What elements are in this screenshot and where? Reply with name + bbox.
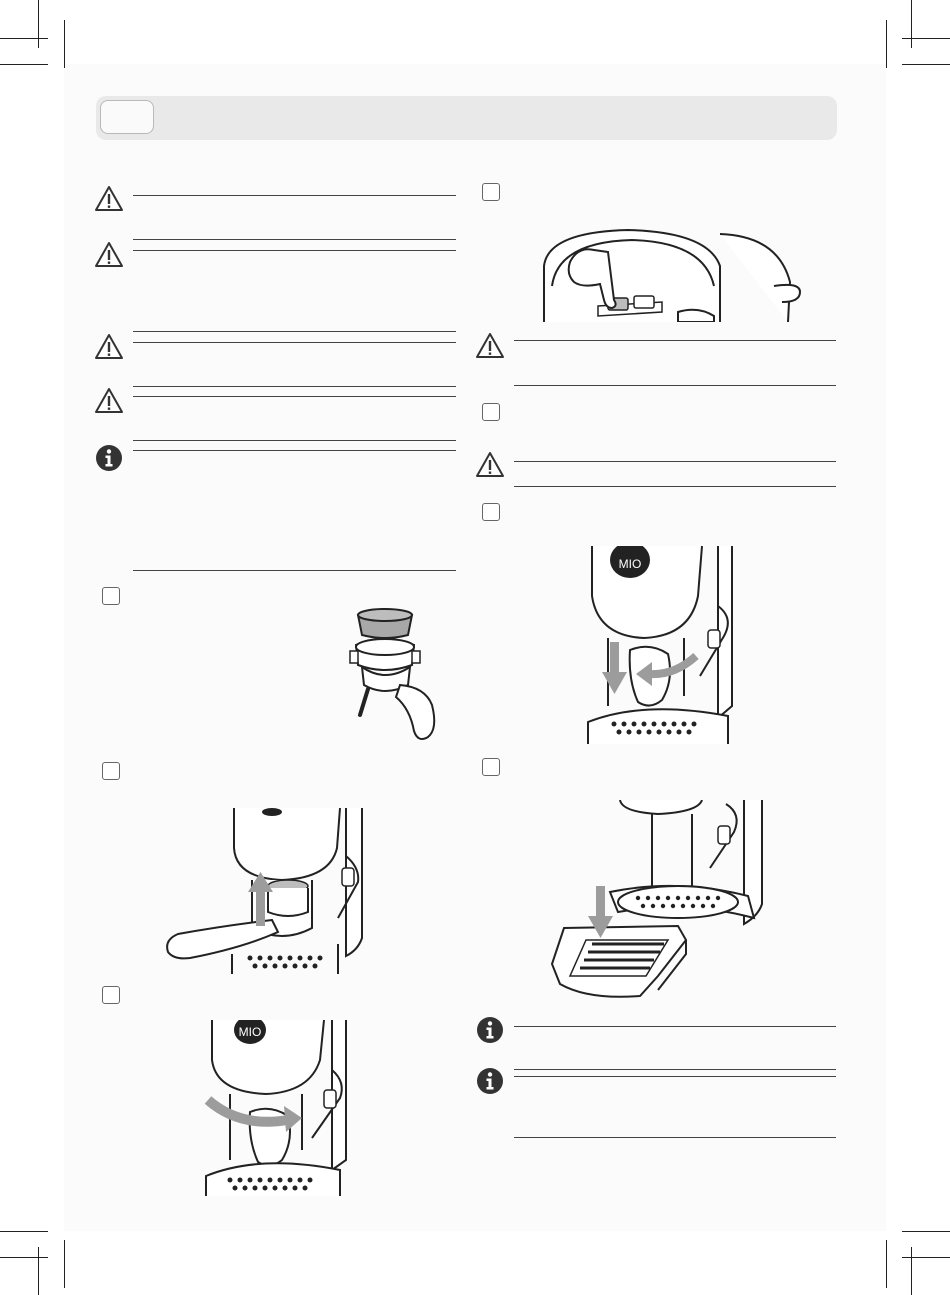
crop-mark	[38, 1247, 39, 1295]
holder-rotate-illustration	[200, 1020, 356, 1196]
step-checkbox	[482, 183, 500, 201]
divider	[133, 396, 456, 397]
step-checkbox	[482, 758, 500, 776]
capsule-holder-icon	[350, 609, 434, 739]
step-checkbox	[102, 986, 120, 1004]
drip-tray-illustration	[548, 800, 774, 1000]
divider	[133, 342, 456, 343]
divider	[133, 386, 456, 387]
divider	[133, 195, 456, 196]
warning-icon	[94, 184, 124, 214]
info-icon	[475, 1066, 505, 1096]
divider	[514, 1026, 836, 1027]
holder-remove-illustration	[584, 546, 740, 744]
divider	[133, 450, 456, 451]
crop-mark	[0, 1257, 48, 1258]
divider	[514, 1069, 836, 1070]
warning-icon	[94, 386, 124, 416]
crop-mark	[911, 0, 912, 48]
divider	[514, 461, 836, 462]
crop-mark	[911, 1247, 912, 1295]
divider	[133, 239, 456, 240]
arrow-down-icon	[602, 642, 627, 694]
divider	[133, 250, 456, 251]
step-checkbox	[102, 762, 120, 780]
crop-mark	[38, 0, 39, 48]
holder-insert-illustration	[162, 808, 384, 974]
section-number-chip	[100, 100, 154, 134]
button-press-illustration	[538, 226, 802, 322]
warning-icon	[475, 450, 505, 480]
step-checkbox	[102, 587, 120, 605]
section-header	[96, 96, 837, 140]
crop-mark	[0, 64, 48, 65]
divider	[133, 440, 456, 441]
machine-logo: MIO	[618, 557, 642, 571]
step-checkbox	[482, 403, 500, 421]
crop-mark	[886, 20, 887, 68]
capsule-holder-illustration	[330, 605, 450, 745]
divider	[133, 331, 456, 332]
crop-mark	[902, 1231, 950, 1232]
divider	[514, 340, 836, 341]
crop-mark	[64, 20, 65, 68]
divider	[514, 1137, 836, 1138]
divider	[514, 1076, 836, 1077]
crop-mark	[0, 1231, 48, 1232]
divider	[133, 570, 456, 571]
warning-icon	[94, 332, 124, 362]
crop-mark	[64, 1240, 65, 1288]
divider	[514, 385, 836, 386]
info-icon	[94, 443, 124, 473]
crop-mark	[902, 64, 950, 65]
step-checkbox	[482, 503, 500, 521]
warning-icon	[94, 240, 124, 270]
crop-mark	[902, 1257, 950, 1258]
crop-mark	[886, 1240, 887, 1288]
divider	[514, 486, 836, 487]
crop-mark	[902, 38, 950, 39]
crop-mark	[0, 38, 48, 39]
machine-logo: MIO	[238, 1025, 262, 1039]
info-icon	[475, 1015, 505, 1045]
warning-icon	[475, 331, 505, 361]
